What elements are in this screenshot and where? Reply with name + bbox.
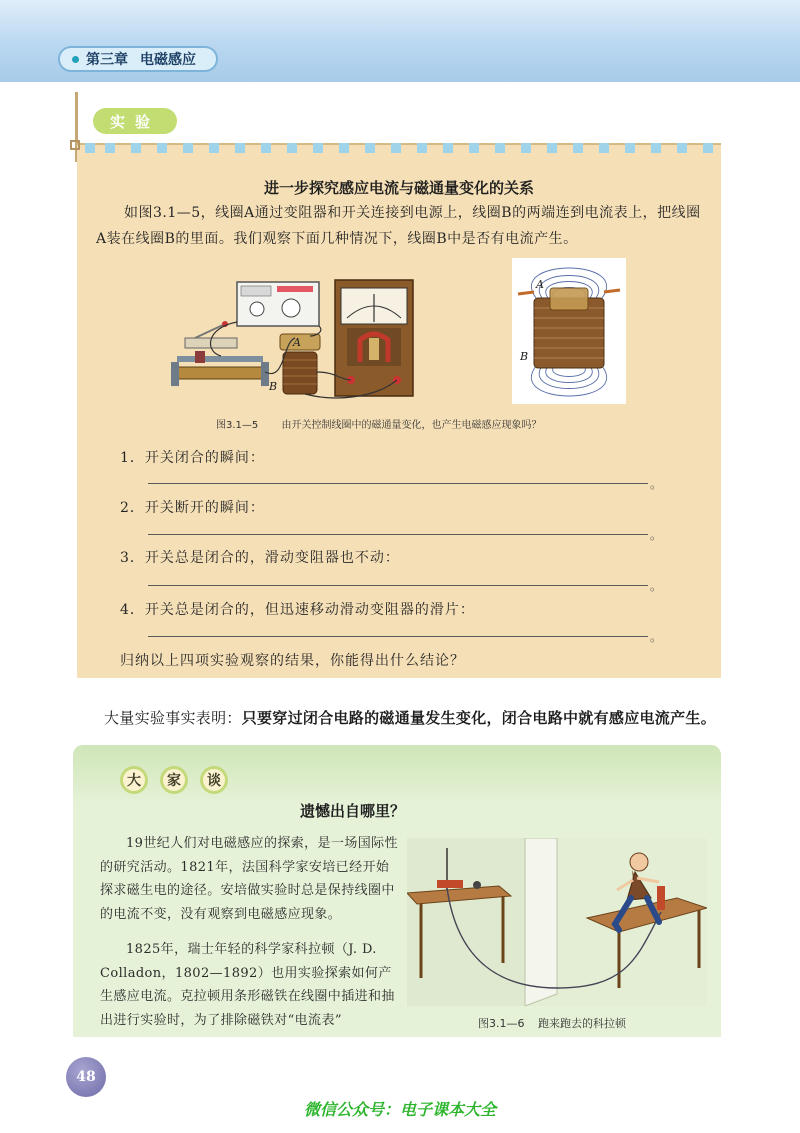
corner-mark [70, 140, 80, 150]
experiment-title: 进一步探究感应电流与磁通量变化的关系 [263, 179, 534, 197]
discussion-badge: 大 [120, 766, 148, 794]
answer-line-end: 。 [650, 528, 663, 542]
answer-line [148, 534, 648, 535]
apparatus-illustration [165, 272, 425, 407]
question-item [120, 547, 680, 567]
watermark-text: 微信公众号：电子课本大全 [303, 1100, 496, 1119]
figure-caption [216, 416, 541, 431]
question-item [120, 599, 680, 619]
dotted-border [77, 143, 721, 153]
coil-figure-b-label: B [520, 350, 529, 363]
answer-line-end: 。 [650, 579, 663, 593]
discussion-badge: 家 [160, 766, 188, 794]
experiment-tab: 实验 [93, 108, 177, 134]
cartoon-caption [478, 1015, 626, 1031]
fact-statement [104, 707, 716, 728]
bullet-dot-icon [72, 56, 79, 63]
cartoon-caption-text: 跑来跑去的科拉顿 [538, 1017, 626, 1030]
question-text: 3．开关总是闭合的，滑动变阻器也不动： [120, 550, 400, 566]
coil-figure-a-label: A [536, 278, 544, 291]
fact-lead: 大量实验事实表明： [104, 709, 242, 727]
chapter-tab [58, 46, 218, 72]
coil-a-label: A [293, 336, 301, 349]
question-item [120, 497, 680, 517]
summary-question: 归纳以上四项实验观察的结果，你能得出什么结论？ [120, 653, 465, 669]
question-text: 2．开关断开的瞬间： [120, 500, 265, 516]
question-text: 1．开关闭合的瞬间： [120, 450, 265, 466]
chapter-header-band [0, 0, 800, 82]
question-text: 4．开关总是闭合的，但迅速移动滑动变阻器的滑片： [120, 602, 475, 618]
fact-body: 只要穿过闭合电路的磁通量发生变化，闭合电路中就有感应电流产生。 [241, 709, 717, 727]
answer-line [148, 585, 648, 586]
experiment-intro: 如图3.1—5，线圈A通过变阻器和开关连接到电源上，线圈B的两端连到电流表上，把线圈A装在线圈B的里面。我们观察下面几种情况下，线圈B中是否有电流产生。 [96, 205, 701, 247]
coil-b-label: B [269, 380, 278, 393]
answer-line [148, 636, 648, 637]
figure-caption-text: 由开关控制线圈中的磁通量变化，也产生电磁感应现象吗？ [281, 420, 542, 431]
figure-number: 图3.1—5 [216, 420, 259, 431]
discussion-paragraph: 19世纪人们对电磁感应的探索，是一场国际性的研究活动。1821年，法国科学家安培已经开始探求磁生电的途径。安培做实验时总是保持线圈中的电流不变，没有观察到电磁感应现象。 [100, 836, 398, 922]
chapter-number: 第三章 [86, 52, 128, 68]
answer-line-end: 。 [650, 630, 663, 644]
discussion-title: 遗憾出自哪里？ [300, 802, 406, 820]
chapter-title: 电磁感应 [140, 52, 196, 68]
answer-line-end: 。 [650, 477, 663, 491]
page-number: 48 [66, 1057, 106, 1097]
coil-field-illustration [512, 258, 626, 404]
running-scientist-cartoon [407, 838, 707, 1006]
cartoon-figure-number: 图3.1—6 [478, 1017, 525, 1030]
discussion-paragraph: 1825年，瑞士年轻的科学家科拉顿（J. D. Colladon，1802—1892）也用实验探索如何产生感应电流。克拉顿用条形磁铁在线圈中插进和抽出进行实验时，为了排除磁铁对“电流表” [100, 942, 395, 1028]
answer-line [148, 483, 648, 484]
question-item [120, 447, 680, 467]
discussion-badge: 谈 [200, 766, 228, 794]
